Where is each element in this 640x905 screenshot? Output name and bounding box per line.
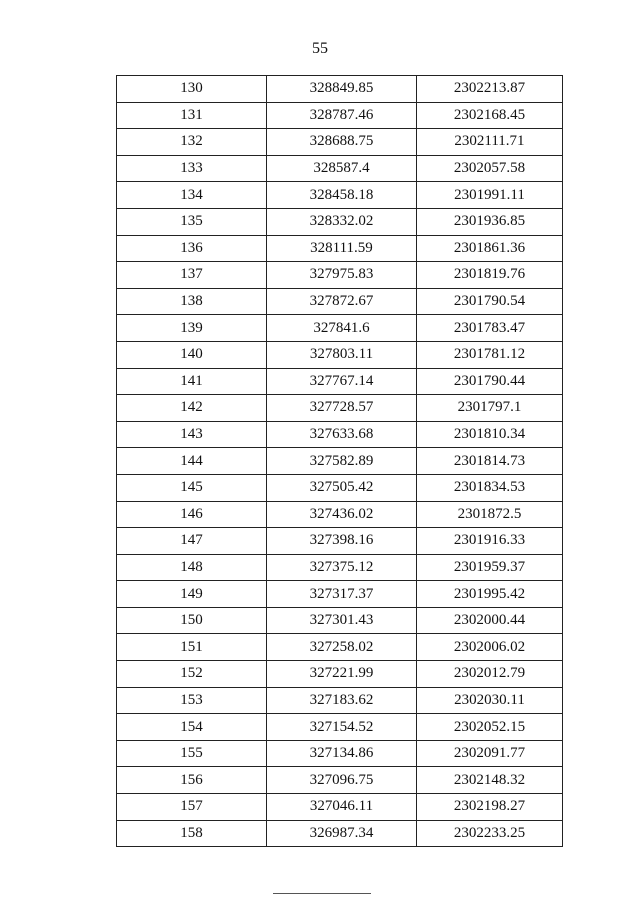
x-coordinate-cell: 328688.75 xyxy=(267,129,417,156)
y-coordinate-cell: 2301819.76 xyxy=(417,262,563,289)
x-coordinate-cell: 327728.57 xyxy=(267,395,417,422)
table-row xyxy=(117,395,563,422)
table-row xyxy=(117,235,563,262)
x-coordinate-cell: 327375.12 xyxy=(267,554,417,581)
y-coordinate-cell: 2301814.73 xyxy=(417,448,563,475)
point-number-cell: 137 xyxy=(117,262,267,289)
x-coordinate-cell: 328849.85 xyxy=(267,76,417,103)
x-coordinate-cell: 327258.02 xyxy=(267,634,417,661)
x-coordinate-cell: 327582.89 xyxy=(267,448,417,475)
footer-rule xyxy=(273,893,371,894)
point-number-cell: 155 xyxy=(117,740,267,767)
x-coordinate-cell: 327134.86 xyxy=(267,740,417,767)
y-coordinate-cell: 2302000.44 xyxy=(417,607,563,634)
table-row xyxy=(117,634,563,661)
point-number-cell: 138 xyxy=(117,288,267,315)
y-coordinate-cell: 2301797.1 xyxy=(417,395,563,422)
x-coordinate-cell: 328587.4 xyxy=(267,155,417,182)
point-number-cell: 149 xyxy=(117,581,267,608)
x-coordinate-cell: 327221.99 xyxy=(267,661,417,688)
table-row xyxy=(117,528,563,555)
y-coordinate-cell: 2301936.85 xyxy=(417,208,563,235)
table-row xyxy=(117,740,563,767)
table-row xyxy=(117,102,563,129)
x-coordinate-cell: 327398.16 xyxy=(267,528,417,555)
y-coordinate-cell: 2301834.53 xyxy=(417,474,563,501)
x-coordinate-cell: 327046.11 xyxy=(267,794,417,821)
x-coordinate-cell: 327317.37 xyxy=(267,581,417,608)
y-coordinate-cell: 2301810.34 xyxy=(417,421,563,448)
x-coordinate-cell: 327096.75 xyxy=(267,767,417,794)
table-row xyxy=(117,421,563,448)
table-row xyxy=(117,448,563,475)
table-row xyxy=(117,687,563,714)
point-number-cell: 152 xyxy=(117,661,267,688)
y-coordinate-cell: 2301916.33 xyxy=(417,528,563,555)
point-number-cell: 131 xyxy=(117,102,267,129)
point-number-cell: 151 xyxy=(117,634,267,661)
table-row xyxy=(117,129,563,156)
point-number-cell: 157 xyxy=(117,794,267,821)
point-number-cell: 145 xyxy=(117,474,267,501)
table-row xyxy=(117,341,563,368)
point-number-cell: 146 xyxy=(117,501,267,528)
x-coordinate-cell: 327803.11 xyxy=(267,341,417,368)
x-coordinate-cell: 327183.62 xyxy=(267,687,417,714)
y-coordinate-cell: 2302213.87 xyxy=(417,76,563,103)
point-number-cell: 156 xyxy=(117,767,267,794)
y-coordinate-cell: 2302091.77 xyxy=(417,740,563,767)
table-row xyxy=(117,208,563,235)
table-row xyxy=(117,368,563,395)
y-coordinate-cell: 2302198.27 xyxy=(417,794,563,821)
point-number-cell: 141 xyxy=(117,368,267,395)
x-coordinate-cell: 328332.02 xyxy=(267,208,417,235)
table-row xyxy=(117,262,563,289)
table-row xyxy=(117,554,563,581)
y-coordinate-cell: 2302148.32 xyxy=(417,767,563,794)
y-coordinate-cell: 2302111.71 xyxy=(417,129,563,156)
x-coordinate-cell: 327436.02 xyxy=(267,501,417,528)
y-coordinate-cell: 2301995.42 xyxy=(417,581,563,608)
y-coordinate-cell: 2302168.45 xyxy=(417,102,563,129)
point-number-cell: 130 xyxy=(117,76,267,103)
point-number-cell: 148 xyxy=(117,554,267,581)
coordinate-table-body xyxy=(117,76,563,847)
table-row xyxy=(117,474,563,501)
table-row xyxy=(117,820,563,847)
x-coordinate-cell: 327301.43 xyxy=(267,607,417,634)
table-row xyxy=(117,581,563,608)
point-number-cell: 139 xyxy=(117,315,267,342)
point-number-cell: 132 xyxy=(117,129,267,156)
page-number: 55 xyxy=(312,40,328,57)
point-number-cell: 140 xyxy=(117,341,267,368)
point-number-cell: 143 xyxy=(117,421,267,448)
x-coordinate-cell: 327975.83 xyxy=(267,262,417,289)
y-coordinate-cell: 2301959.37 xyxy=(417,554,563,581)
y-coordinate-cell: 2302233.25 xyxy=(417,820,563,847)
y-coordinate-cell: 2302030.11 xyxy=(417,687,563,714)
point-number-cell: 153 xyxy=(117,687,267,714)
x-coordinate-cell: 327872.67 xyxy=(267,288,417,315)
point-number-cell: 144 xyxy=(117,448,267,475)
point-number-cell: 133 xyxy=(117,155,267,182)
point-number-cell: 135 xyxy=(117,208,267,235)
table-row xyxy=(117,182,563,209)
table-row xyxy=(117,794,563,821)
x-coordinate-cell: 327505.42 xyxy=(267,474,417,501)
x-coordinate-cell: 327154.52 xyxy=(267,714,417,741)
table-row xyxy=(117,76,563,103)
x-coordinate-cell: 327633.68 xyxy=(267,421,417,448)
point-number-cell: 134 xyxy=(117,182,267,209)
y-coordinate-cell: 2301781.12 xyxy=(417,341,563,368)
coordinate-table xyxy=(116,75,563,847)
y-coordinate-cell: 2301790.44 xyxy=(417,368,563,395)
x-coordinate-cell: 328787.46 xyxy=(267,102,417,129)
y-coordinate-cell: 2302012.79 xyxy=(417,661,563,688)
x-coordinate-cell: 326987.34 xyxy=(267,820,417,847)
y-coordinate-cell: 2301991.11 xyxy=(417,182,563,209)
table-row xyxy=(117,714,563,741)
point-number-cell: 142 xyxy=(117,395,267,422)
y-coordinate-cell: 2302057.58 xyxy=(417,155,563,182)
x-coordinate-cell: 328458.18 xyxy=(267,182,417,209)
x-coordinate-cell: 328111.59 xyxy=(267,235,417,262)
y-coordinate-cell: 2301790.54 xyxy=(417,288,563,315)
table-row xyxy=(117,661,563,688)
point-number-cell: 150 xyxy=(117,607,267,634)
point-number-cell: 147 xyxy=(117,528,267,555)
y-coordinate-cell: 2301783.47 xyxy=(417,315,563,342)
y-coordinate-cell: 2301861.36 xyxy=(417,235,563,262)
point-number-cell: 154 xyxy=(117,714,267,741)
table-row xyxy=(117,767,563,794)
table-row xyxy=(117,607,563,634)
point-number-cell: 158 xyxy=(117,820,267,847)
y-coordinate-cell: 2302006.02 xyxy=(417,634,563,661)
y-coordinate-cell: 2302052.15 xyxy=(417,714,563,741)
point-number-cell: 136 xyxy=(117,235,267,262)
table-row xyxy=(117,315,563,342)
table-row xyxy=(117,288,563,315)
table-row xyxy=(117,501,563,528)
y-coordinate-cell: 2301872.5 xyxy=(417,501,563,528)
x-coordinate-cell: 327767.14 xyxy=(267,368,417,395)
table-row xyxy=(117,155,563,182)
x-coordinate-cell: 327841.6 xyxy=(267,315,417,342)
